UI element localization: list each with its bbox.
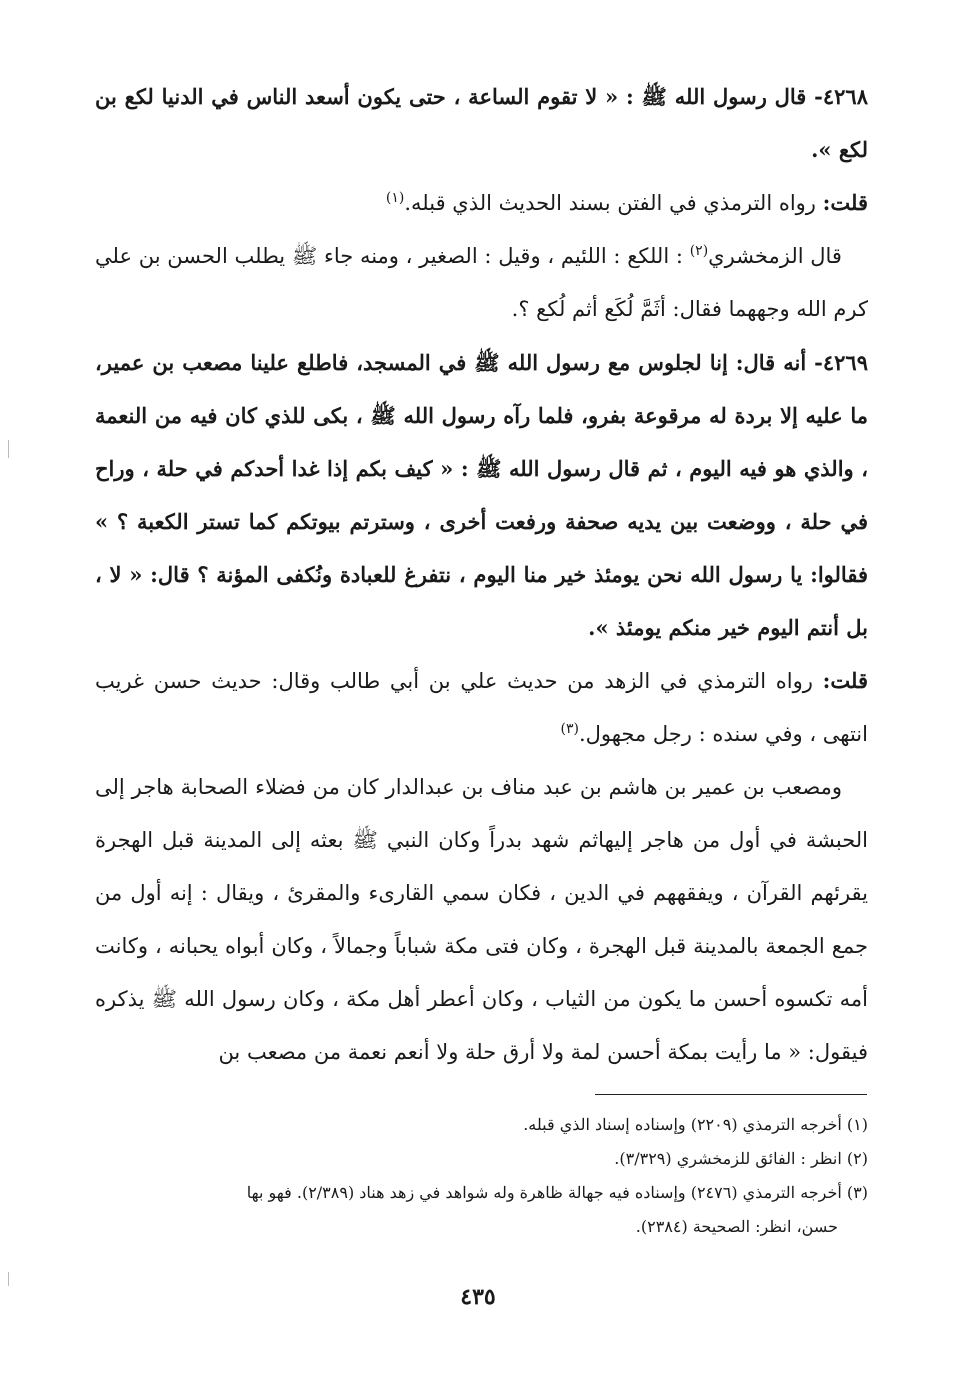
biography-text: ومصعب بن عمير بن هاشم بن عبد مناف بن عبدالدار كان من فضلاء الصحابة هاجر إلى الحبشة في أول من هاجر إليهاثم شهد بدراً وكان النبي ﷺ بعثه إلى المدينة قبل الهجرة يقرئهم القرآن ، ويفقههم في الدين ، فكان سمي القارىء والمقرئ ، ويقال : إنه أول من جمع الجمعة بالمدينة قبل الهجرة ، وكان فتى مكة شباباً وجمالاً ، وكان أبواه يحبانه ، وكانت أمه تكسوه أحسن ما يكون من الثياب ، وكان أعطر أهل مكة ، وكان رسول الله ﷺ يذكره فيقول: « ما رأيت بمكة أحسن لمة ولا أرق حلة ولا أنعم نعمة من مصعب بن [95, 775, 868, 1064]
footnote-3: (٣) أخرجه الترمذي (٢٤٧٦) وإسناده فيه جهالة ظاهرة وله شواهد في زهد هناد (٢/٣٨٩). فهو بها [246, 1183, 868, 1202]
footnote-separator [595, 1094, 867, 1095]
hadith-text: أنه قال: إنا لجلوس مع رسول الله ﷺ في المسجد، فاطلع علينا مصعب بن عمير، ما عليه إلا بردة له مرقوعة بفرو، فلما رآه رسول الله ﷺ ، بكى للذي كان فيه من النعمة ، والذي هو فيه اليوم ، ثم قال رسول الله ﷺ : « كيف بكم إذا غدا أحدكم في حلة ، وراح في حلة ، ووضعت بين يديه صحفة ورفعت أخرى ، وسترتم بيوتكم كما تستر الكعبة ؟ » فقالوا: يا رسول الله نحن يومئذ خير منا اليوم ، نتفرغ للعبادة ونُكفى المؤنة ؟ قال: « لا ، بل أنتم اليوم خير منكم يومئذ ». [95, 350, 868, 640]
footnote-1: (١) أخرجه الترمذي (٢٢٠٩) وإسناده إسناد الذي قبله. [523, 1115, 868, 1134]
commentary-text: : اللكع : اللئيم ، وقيل : الصغير ، ومنه جاء ﷺ يطلب الحسن بن علي كرم الله وجههما فقال: أثَمَّ لُكَع أثم لُكع ؟. [95, 244, 868, 321]
hadith-number: ٤٢٦٩- [814, 350, 868, 375]
qult-text: رواه الترمذي في الفتن بسند الحديث الذي قبله. [404, 191, 823, 215]
scan-margin-mark [8, 1272, 9, 1286]
hadith-4268 [95, 70, 868, 176]
scan-margin-mark [8, 440, 9, 458]
qult-note-2 [95, 654, 868, 761]
footnote-ref: (١) [385, 190, 405, 206]
qult-text: رواه الترمذي في الزهد من حديث علي بن أبي طالب وقال: حديث حسن غريب انتهى ، وفي سنده : رجل مجهول. [95, 669, 868, 746]
footnote-ref: (٣) [560, 721, 579, 737]
musab-biography [95, 761, 868, 1079]
zamakhshari-commentary [95, 230, 868, 336]
qult-label: قلت: [822, 668, 868, 693]
hadith-text: قال رسول الله ﷺ : « لا تقوم الساعة ، حتى يكون أسعد الناس في الدنيا لكع بن لكع ». [95, 84, 868, 162]
qult-label: قلت: [822, 190, 868, 215]
footnotes [95, 1108, 868, 1244]
footnote-2: (٢) انظر : الفائق للزمخشري (٣/٣٢٩). [614, 1149, 868, 1168]
footnote-3-continued: حسن، انظر: الصحيحة (٢٣٨٤). [635, 1217, 838, 1236]
hadith-number: ٤٢٦٨- [814, 84, 868, 109]
page-body [95, 70, 868, 1079]
page-number: ٤٣٥ [460, 1284, 496, 1310]
qult-note-1 [95, 176, 868, 230]
footnote-ref: (٢) [689, 243, 709, 259]
commentary-lead: قال الزمخشري [708, 244, 842, 268]
hadith-4269 [95, 336, 868, 654]
